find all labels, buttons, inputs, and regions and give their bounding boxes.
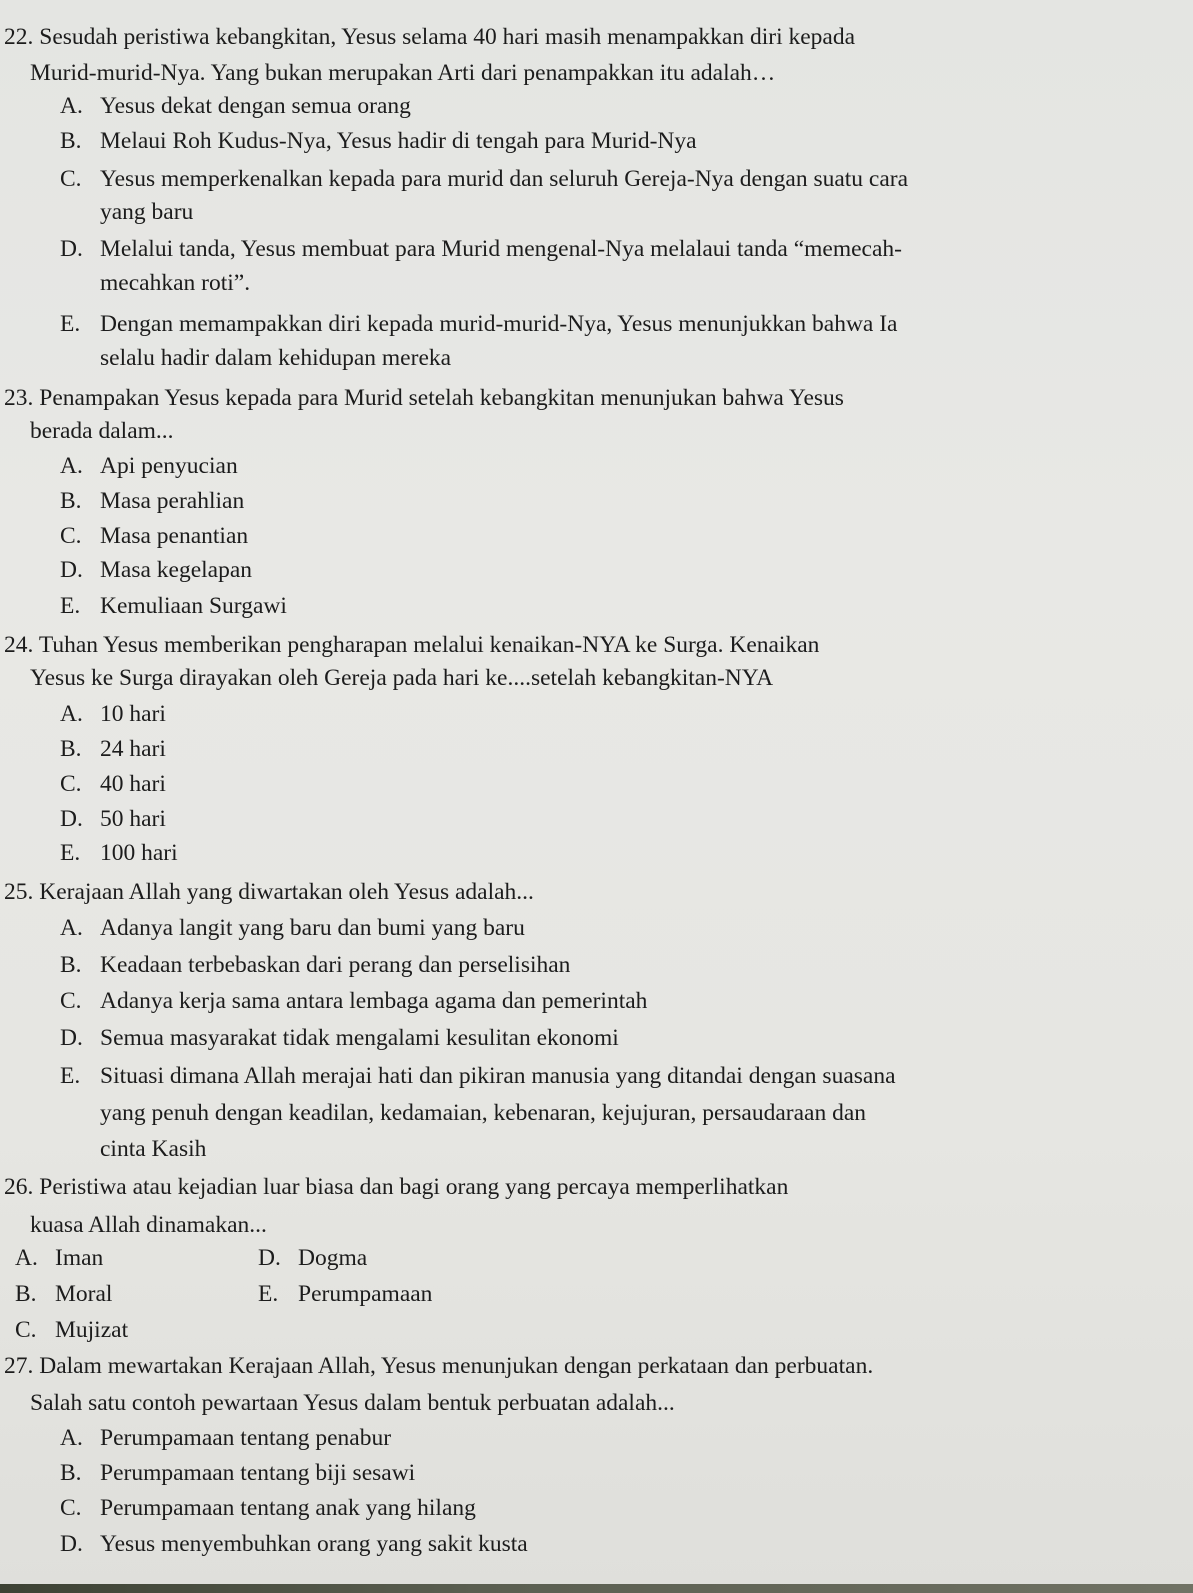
- question-line: Salah satu contoh pewartaan Yesus dalam bentuk perbuatan adalah...: [30, 1390, 675, 1416]
- option-b: [60, 1459, 415, 1487]
- option-c: [60, 770, 166, 798]
- option-text: Keadaan terbebaskan dari perang dan perselisihan: [100, 952, 571, 978]
- option-letter: B.: [60, 128, 82, 154]
- option-text: Perumpamaan tentang biji sesawi: [100, 1460, 416, 1486]
- option-c: [60, 522, 248, 550]
- question-23-text: [4, 384, 844, 412]
- option-text: Moral: [55, 1281, 113, 1307]
- question-22-text: [4, 23, 855, 51]
- option-letter: A.: [60, 93, 83, 119]
- option-letter: D.: [60, 236, 83, 262]
- option-text: Melaui Roh Kudus-Nya, Yesus hadir di tengah para Murid-Nya: [100, 128, 697, 154]
- option-letter: D.: [60, 1531, 83, 1557]
- option-text-continued: yang baru: [100, 199, 194, 225]
- option-d: [60, 1530, 528, 1558]
- option-letter: C.: [60, 1495, 82, 1521]
- option-text: Api penyucian: [100, 453, 238, 479]
- option-d: [60, 1024, 619, 1052]
- option-letter: B.: [60, 488, 82, 514]
- option-letter: E.: [60, 840, 81, 866]
- option-letter: A.: [60, 701, 83, 727]
- option-text: 100 hari: [100, 840, 178, 866]
- question-25-text: [4, 878, 534, 906]
- question-line: Kerajaan Allah yang diwartakan oleh Yesus adalah...: [39, 879, 534, 905]
- question-27-text: [4, 1352, 873, 1380]
- option-letter: C.: [60, 988, 82, 1014]
- option-text: Masa penantian: [100, 523, 249, 549]
- option-letter: D.: [258, 1245, 281, 1271]
- option-c: [60, 987, 647, 1015]
- option-d: [60, 235, 902, 263]
- option-text: Dengan memampakkan diri kepada murid-murid-Nya, Yesus menunjukkan bahwa Ia: [100, 311, 898, 337]
- option-b: [60, 487, 244, 515]
- question-number: 22.: [4, 24, 34, 50]
- option-letter: C.: [60, 771, 82, 797]
- option-text: 50 hari: [100, 806, 166, 832]
- option-b: [15, 1280, 112, 1308]
- option-a: [15, 1244, 103, 1272]
- option-text: Adanya kerja sama antara lembaga agama dan pemerintah: [100, 988, 648, 1014]
- option-d: [60, 556, 252, 584]
- option-text: Iman: [55, 1245, 104, 1271]
- option-text: Perumpamaan tentang penabur: [100, 1425, 392, 1451]
- question-line: kuasa Allah dinamakan...: [30, 1212, 267, 1238]
- page-bottom-edge: [0, 1584, 1193, 1593]
- option-c: [15, 1316, 128, 1344]
- option-e: [258, 1280, 432, 1308]
- question-line: Murid-murid-Nya. Yang bukan merupakan Arti dari penampakkan itu adalah…: [30, 60, 776, 86]
- option-d: [258, 1244, 367, 1272]
- option-letter: A.: [60, 915, 83, 941]
- option-b: [60, 735, 166, 763]
- question-number: 26.: [4, 1174, 34, 1200]
- option-e: [60, 839, 178, 867]
- question-line: Penampakan Yesus kepada para Murid setelah kebangkitan menunjukan bahwa Yesus: [39, 385, 844, 411]
- option-text: Yesus dekat dengan semua orang: [100, 93, 411, 119]
- option-text: Situasi dimana Allah merajai hati dan pikiran manusia yang ditandai dengan suasana: [100, 1063, 896, 1089]
- option-text: 40 hari: [100, 771, 166, 797]
- option-a: [60, 700, 166, 728]
- question-26-text: [4, 1173, 788, 1201]
- option-c: [60, 165, 908, 193]
- option-text-continued: yang penuh dengan keadilan, kedamaian, kebenaran, kejujuran, persaudaraan dan: [100, 1100, 867, 1126]
- question-line: Dalam mewartakan Kerajaan Allah, Yesus menunjukan dengan perkataan dan perbuatan.: [39, 1353, 874, 1379]
- option-letter: D.: [60, 1025, 83, 1051]
- option-letter: E.: [60, 593, 81, 619]
- option-e: [60, 1062, 896, 1090]
- option-letter: A.: [15, 1245, 38, 1271]
- option-c: [60, 1494, 476, 1522]
- option-text: Masa kegelapan: [100, 557, 253, 583]
- option-letter: E.: [60, 311, 81, 337]
- option-letter: C.: [15, 1317, 37, 1343]
- option-text: Semua masyarakat tidak mengalami kesulitan ekonomi: [100, 1025, 619, 1051]
- option-letter: C.: [60, 523, 82, 549]
- option-text: Yesus memperkenalkan kepada para murid dan seluruh Gereja-Nya dengan suatu cara: [100, 166, 909, 192]
- option-text: Dogma: [298, 1245, 368, 1271]
- option-b: [60, 951, 570, 979]
- option-text: Yesus menyembuhkan orang yang sakit kusta: [100, 1531, 528, 1557]
- option-a: [60, 92, 411, 120]
- option-letter: B.: [60, 1460, 82, 1486]
- question-line: berada dalam...: [30, 418, 174, 444]
- option-a: [60, 914, 525, 942]
- option-text: Masa perahlian: [100, 488, 245, 514]
- option-e: [60, 310, 898, 338]
- option-d: [60, 805, 166, 833]
- question-line: Tuhan Yesus memberikan pengharapan melalui kenaikan-NYA ke Surga. Kenaikan: [38, 632, 820, 658]
- option-b: [60, 127, 697, 155]
- option-letter: E.: [258, 1281, 279, 1307]
- option-a: [60, 1424, 391, 1452]
- option-text: Adanya langit yang baru dan bumi yang baru: [100, 915, 525, 941]
- option-text-continued: selalu hadir dalam kehidupan mereka: [100, 345, 452, 371]
- option-text-continued: mecahkan roti”.: [100, 270, 251, 296]
- option-letter: A.: [60, 1425, 83, 1451]
- option-letter: B.: [60, 736, 82, 762]
- question-number: 25.: [4, 879, 34, 905]
- option-letter: B.: [60, 952, 82, 978]
- question-line: Peristiwa atau kejadian luar biasa dan bagi orang yang percaya memperlihatkan: [39, 1174, 789, 1200]
- option-letter: C.: [60, 166, 82, 192]
- option-letter: A.: [60, 453, 83, 479]
- question-number: 27.: [4, 1353, 34, 1379]
- option-text: Kemuliaan Surgawi: [100, 593, 287, 619]
- option-a: [60, 452, 238, 480]
- option-text: Perumpamaan tentang anak yang hilang: [100, 1495, 476, 1521]
- question-number: 24.: [4, 632, 34, 658]
- option-e: [60, 592, 287, 620]
- option-text: 24 hari: [100, 736, 166, 762]
- option-text-continued: cinta Kasih: [100, 1136, 207, 1162]
- option-letter: E.: [60, 1063, 81, 1089]
- option-text: Melalui tanda, Yesus membuat para Murid mengenal-Nya melalaui tanda “memecah-: [100, 236, 902, 262]
- question-number: 23.: [4, 385, 34, 411]
- question-line: Sesudah peristiwa kebangkitan, Yesus selama 40 hari masih menampakkan diri kepada: [39, 24, 856, 50]
- option-letter: D.: [60, 806, 83, 832]
- question-line: Yesus ke Surga dirayakan oleh Gereja pada hari ke....setelah kebangkitan-NYA: [30, 665, 774, 691]
- option-text: Perumpamaan: [298, 1281, 433, 1307]
- option-letter: D.: [60, 557, 83, 583]
- option-text: 10 hari: [100, 701, 166, 727]
- option-letter: B.: [15, 1281, 37, 1307]
- question-24-text: [4, 631, 819, 659]
- option-text: Mujizat: [55, 1317, 129, 1343]
